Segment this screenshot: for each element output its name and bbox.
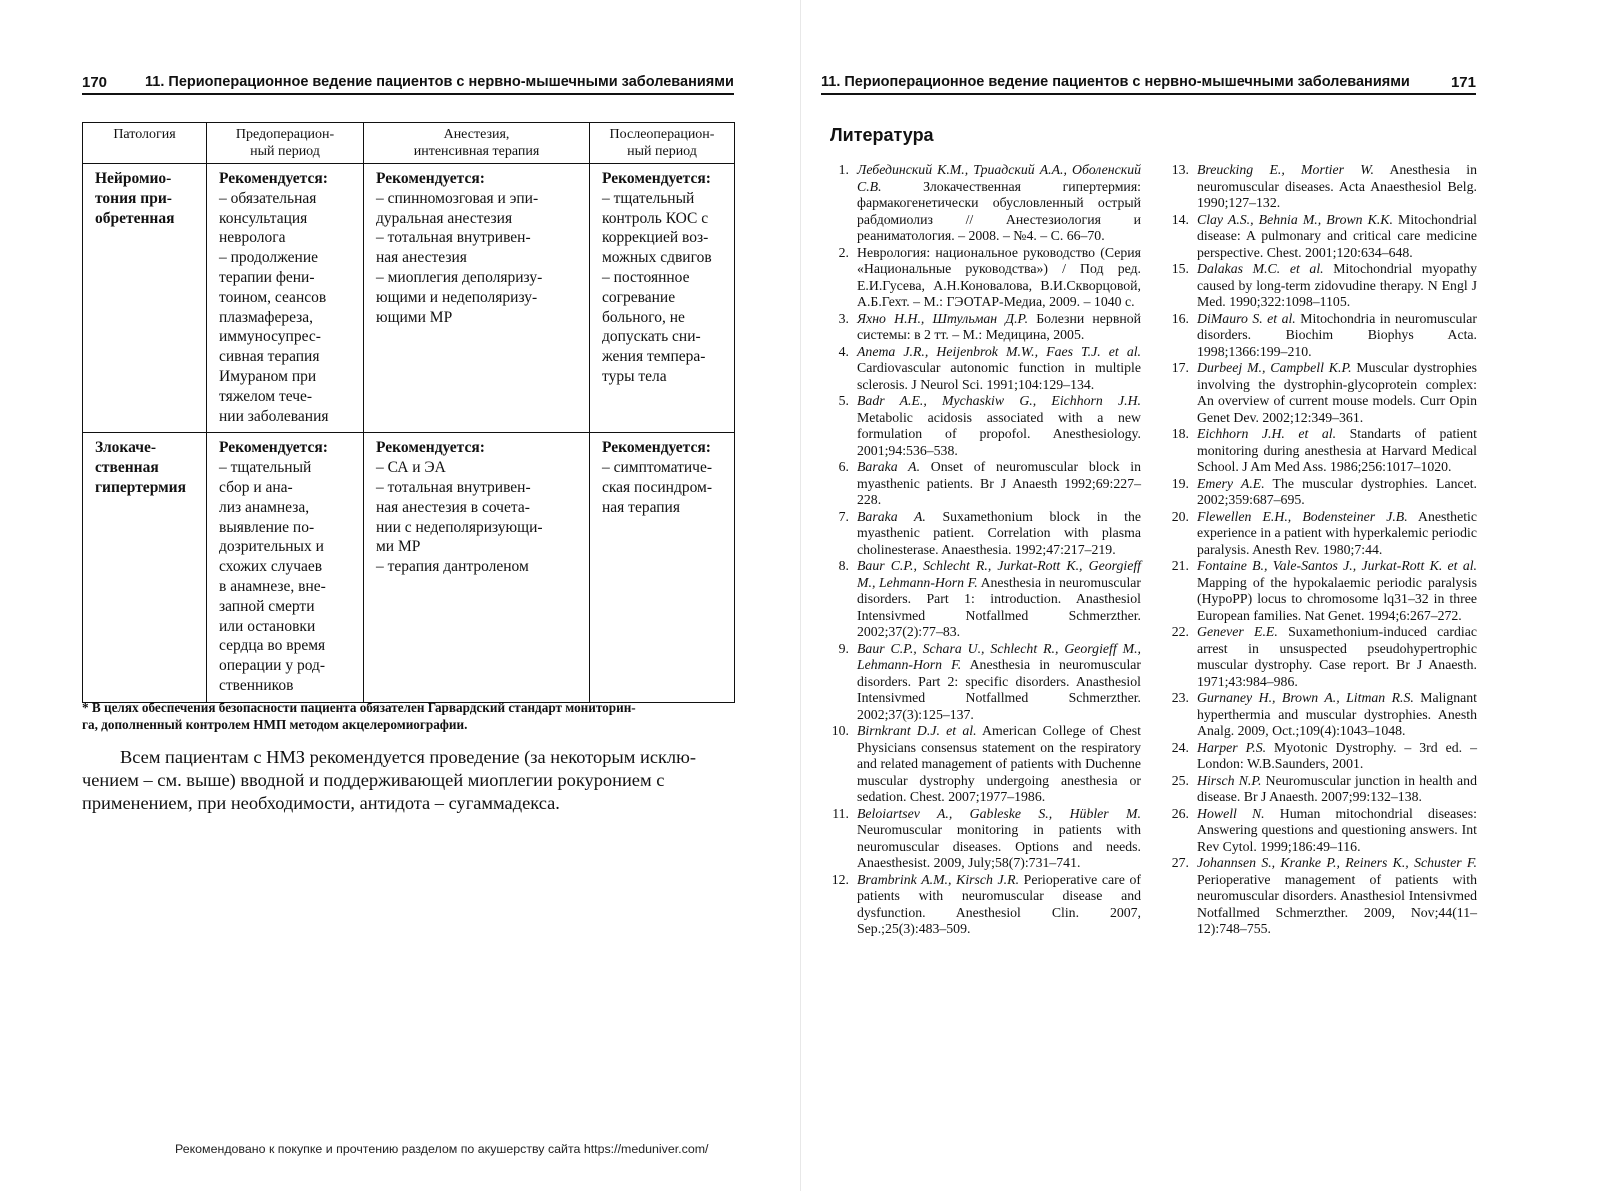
text-line: иммуносупрес- [219,328,321,346]
text-line: га, дополненный контролем НМП методом акцелеромиографии. [82,717,468,732]
reference-number: 13. [1171,162,1189,177]
cell-postop: Рекомендуется: – тщательный контроль КОС с коррекцией воз- можных сдвигов – постоянное согревание больного, не допускать сни- жения темпера- туры тела [590,164,735,433]
reference-text: Mapping of the hypokalaemic periodic paralysis (HypoPP) locus to chromosome lq31–32 in three European families. Nat Genet. 1994;6:267–272. [1197,574,1477,623]
reference-text: Suxamethonium-induced cardiac arrest in unsuspected pseudohypertrophic muscular dystrophy. Case report. Br J Anaesth. 1971;43:984–986. [1197,624,1477,689]
text-line: запной смерти [219,597,315,615]
reference-item [827,509,1141,559]
reference-item [1167,476,1477,509]
left-page [0,0,800,1191]
reference-number: 18. [1171,426,1189,441]
right-page [801,0,1601,1191]
text-line: Нейромио- [95,170,172,187]
reference-text: The muscular dystrophies. Lancet. 2002;359:687–695. [1197,475,1477,507]
reference-authors: Baur C.P., Schlecht R., Jurkat-Rott K., Georgieff M., Lehmann-Horn F. [857,558,1141,590]
text-line: можных сдвигов [602,249,712,267]
reference-text: Злокачественная гипертермия: фармакогенетически обусловленный острый рабдомиолиз // Анестезиология и реаниматология. – 2008. – №4. – С. 66–70. [857,178,1141,243]
reference-item [1167,162,1477,212]
reference-number: 6. [838,459,849,474]
table-row [83,433,735,702]
right-header-rule [821,93,1476,95]
text-line: Патология [113,127,176,142]
cell-preop: Рекомендуется: – тщательный сбор и ана- лиз анамнеза, выявление по- дозрительных и схожих случаев в анамнезе, вне- запной смерти или остановки сердца во время операции у род- ственников [207,433,364,702]
text-line: ми МР [376,538,421,556]
reference-authors: Gurnaney H., Brown A., Litman R.S. [1197,690,1414,705]
text-line: в анамнезе, вне- [219,577,326,595]
reference-authors: Anema J.R., Heijenbrok M.W., Faes T.J. et al. [857,343,1141,359]
cell-preop: Рекомендуется: – обязательная консультация невролога – продолжение терапии фени- тоином, сеансов плазмафереза, иммуносупрес- сивная терапия Имураном при тяжелом тече- нии заболевания [207,164,364,433]
reference-item [1167,360,1477,426]
reference-authors: Dalakas M.C. et al. [1197,261,1324,276]
text-line: – продолжение [219,249,318,267]
reference-number: 27. [1171,855,1189,870]
reference-item [1167,806,1477,856]
reference-text: Anesthesia in neuromuscular disorders. Part 1: introduction. Anasthesiol Intensivmed Notfallmed Schmerzther. 2002;37(2):77–83. [857,574,1142,639]
reference-item [1167,509,1477,559]
reference-text: Perioperative management of patients with neuromuscular disorders. Anasthesiol Intensivmed Notfallmed Schmerzther. 2009, Nov;44(11–12):748–755. [1197,871,1477,936]
reference-item [827,723,1141,806]
text-line: ная терапия [602,498,680,516]
reference-authors: Emery A.E. [1197,475,1265,491]
text-line: сердца во время [219,637,326,655]
reference-text: Anesthesia in neuromuscular diseases. Acta Anaesthesiol Belg. 1990;127–132. [1197,162,1477,210]
text-line: ская посиндром- [602,478,713,496]
reference-authors: Badr A.E., Mychaskiw G., Eichhorn J.H. [857,393,1141,408]
reference-authors: Beloiartsev A., Gableske S., Hübler M. [857,805,1141,821]
text-line: дуральная анестезия [376,209,513,227]
text-line: Злокаче- [95,439,157,457]
text-line: невролога [219,229,286,247]
reference-item [827,344,1141,394]
text-line: сбор и ана- [219,478,293,496]
text-line: согревание [602,288,676,306]
text-line: Предоперацион- [235,127,335,142]
text-line: операции у род- [219,657,326,675]
col-header-preop [207,123,364,164]
text-line: схожих случаев [219,558,323,576]
reference-number: 16. [1171,310,1189,326]
reference-item [827,393,1141,459]
text-line: гипертермия [95,478,186,496]
watermark-text: Рекомендовано к покупке и прочтению разделом по акушерству сайта https://meduniver.com/ [175,1142,709,1156]
reference-authors: Clay A.S., Behnia M., Brown K.K. [1197,211,1393,227]
text-line: ющими и недеполяризу- [376,288,538,306]
text-line: плазмафереза, [219,308,314,326]
text-line: лиз анамнеза, [219,498,310,516]
text-line: коррекцией воз- [602,229,709,247]
reference-text: Onset of neuromuscular block in myasthenic patients. Br J Anaesth 1992;69:227–228. [857,459,1141,507]
text-line: терапии фени- [219,268,315,286]
text-line: жения темпера- [602,348,706,366]
text-line: Анестезия, [443,127,510,142]
reference-number: 3. [838,310,849,326]
reference-item [827,558,1141,641]
reference-authors: Durbeej M., Campbell K.P. [1197,360,1352,375]
reference-authors: Harper P.S. [1197,739,1267,755]
text-line: – миоплегия деполяризу- [376,268,543,286]
text-line: туры тела [602,367,667,385]
reference-text: American College of Chest Physicians consensus statement on the respiratory and related management of patients with Duchenne muscular dystrophy undergoing anesthesia or sedation. Chest. 2007;1977–1986. [857,723,1141,804]
body-line: чением – см. выше) вводной и поддерживающей миоплегии рокуронием с [82,770,665,790]
reference-item [827,872,1141,938]
reference-number: 7. [838,508,849,524]
table-footnote [82,699,734,733]
reference-number: 2. [838,244,849,260]
text-line: – терапия дантроленом [376,558,529,576]
reference-text: Myotonic Dystrophy. – 3rd ed. – London: W.B.Saunders, 2001. [1197,739,1477,771]
text-line: обретенная [95,209,175,227]
reference-item [827,806,1141,872]
reference-item [1167,690,1477,740]
text-line: Имураном при [219,367,317,385]
text-line: нии заболевания [219,407,329,425]
reference-text: Mitochondria in neuromuscular disorders. Biochim Biophys Acta. 1998;1366:199–210. [1197,310,1477,359]
text-line: – тщательный [602,189,695,207]
reference-authors: DiMauro S. et al. [1197,310,1296,326]
body-paragraph [82,746,740,815]
text-line: ный период [627,144,697,159]
reference-number: 24. [1171,739,1189,755]
reference-text: Anesthesia in neuromuscular disorders. Part 2: specific disorders. Anasthesiol Intensivmed Notfallmed Schmerzther. 2002;37(3):125–137. [857,657,1141,722]
reference-item [1167,855,1477,938]
cell-pathology [83,164,207,433]
text-line: – спинномозговая и эпи- [376,189,539,207]
text-line: – обязательная [219,189,317,207]
reference-number: 15. [1171,261,1189,276]
references-column-2 [1167,162,1477,938]
right-running-head-title: 11. Периоперационное ведение пациентов с нервно-мышечными заболеваниями [821,74,1410,90]
text-line: больного, не [602,308,685,326]
reference-authors: Baraka A. [857,508,926,524]
reference-number: 26. [1171,805,1189,821]
reference-authors: Baraka A. [857,459,921,474]
reference-number: 9. [838,640,849,656]
text-line: – тотальная внутривен- [376,229,531,247]
reference-number: 14. [1171,211,1189,227]
left-running-head-title: 11. Периоперационное ведение пациентов с нервно-мышечными заболеваниями [145,74,734,90]
reference-text: Perioperative care of patients with neuromuscular disease and dysfunction. Anesthesiol Clin. 2007, Sep.;25(3):483–509. [857,871,1141,936]
table-header-row [83,123,735,164]
left-page-number: 170 [82,73,108,91]
text-line: – постоянное [602,268,690,286]
text-line: Послеоперацион- [609,127,715,142]
reference-number: 8. [838,558,849,573]
text-line: – симптоматиче- [602,459,713,477]
body-line: Всем пациентам с НМЗ рекомендуется проведение (за некоторым исклю- [120,747,696,767]
reference-item [1167,740,1477,773]
reference-authors: Flewellen E.H., Bodensteiner J.B. [1197,508,1408,524]
reference-number: 25. [1171,772,1189,788]
body-line: применением, при необходимости, антидота – сугаммадекса. [82,793,560,813]
section-title: Литература [830,125,934,145]
reference-item [827,162,1141,245]
reference-item [827,245,1141,311]
text-line: сивная терапия [219,348,320,366]
reference-text: Mitochondrial disease: A pulmonary and critical care medicine perspective. Chest. 2001;120:634–648. [1197,211,1477,260]
reference-number: 22. [1171,624,1189,639]
reference-number: 5. [838,393,849,408]
references-column-1 [827,162,1141,938]
reference-text: Болезни нервной системы: в 2 тт. – М.: Медицина, 2005. [857,310,1141,342]
perioperative-table [82,122,735,703]
text-line: дозрительных и [219,538,324,556]
cell-anesthesia: Рекомендуется: – спинномозговая и эпи- дуральная анестезия – тотальная внутривен- ная анестезия – миоплегия деполяризу- ющими и недеполяризу- ющими МР [364,164,590,433]
text-line: ная анестезия в сочета- [376,498,530,516]
text-line: выявление по- [219,518,315,536]
reference-item [1167,624,1477,690]
reference-text: Suxamethonium block in the myasthenic patient. Correlation with plasma cholinesterase. Anaesthesia. 1992;47:217–219. [857,508,1141,557]
cell-pathology [83,433,207,702]
reference-authors: Hirsch N.P. [1197,772,1262,788]
reference-number: 21. [1171,558,1189,573]
text-line: ная анестезия [376,249,467,267]
reference-number: 10. [831,723,849,738]
reference-authors: Johannsen S., Kranke P., Reiners K., Schuster F. [1197,855,1477,870]
text-line: консультация [219,209,308,227]
reference-item [1167,311,1477,361]
text-line: – СА и ЭА [376,459,446,477]
text-line: * В целях обеспечения безопасности пациента обязателен Гарвардский стандарт мониторин- [82,700,636,715]
text-line: – тотальная внутривен- [376,478,531,496]
reference-text: Anesthetic experience in a patient with hyperkalemic periodic paralysis. Anesth Rev. 1980;7:44. [1197,508,1477,557]
reference-item [1167,558,1477,624]
reference-item [1167,773,1477,806]
cell-postop: Рекомендуется: – симптоматиче- ская посиндром- ная терапия [590,433,735,702]
reference-authors: Brambrink A.M., Kirsch J.R. [857,871,1020,887]
reference-text: Mitochondrial myopathy caused by long-term zidovudine therapy. N Engl J Med. 1990;322:1098–1105. [1197,261,1477,309]
reference-text: Malignant hyperthermia and muscular dystrophies. Anesth Analg. 2009, Oct.;109(4):1043–1048. [1197,690,1477,738]
left-header-rule [82,93,734,95]
text-line: тяжелом тече- [219,387,313,405]
text-line: ственников [219,676,294,694]
reference-number: 17. [1171,360,1189,375]
reference-authors: Genever E.E. [1197,624,1278,639]
reference-item [1167,212,1477,262]
reference-text: Metabolic acidosis associated with a new formulation of propofol. Anesthesiology. 2001;94:536–538. [857,409,1141,458]
reference-text: Cardiovascular autonomic function in multiple sclerosis. J Neurol Sci. 1991;104:129–134. [857,360,1141,392]
reference-number: 4. [838,343,849,359]
reference-authors: Baur C.P., Schara U., Schlecht R., Georgieff M., Lehmann-Horn F. [857,640,1141,672]
reference-text: Неврология: национальное руководство (Серия «Национальные руководства») / Под ред. Е.И.Гусева, А.Н.Коновалова, В.И.Скворцовой, А.Б.Гехт. – М.: ГЭОТАР-Медиа, 2009. – 1040 с. [857,244,1141,309]
reference-number: 23. [1171,690,1189,705]
reference-text: Muscular dystrophies involving the dystrophin-glycoprotein complex: An overview of current mouse models. Curr Opin Genet Dev. 2002;12:349–361. [1197,360,1477,425]
text-line: интенсивная терапия [413,144,540,159]
cell-anesthesia: Рекомендуется: – СА и ЭА – тотальная внутривен- ная анестезия в сочета- нии с недеполяризующи- ми МР – терапия дантроленом [364,433,590,702]
reference-authors: Howell N. [1197,805,1265,821]
table-row [83,164,735,433]
reference-item [827,641,1141,724]
text-line: допускать сни- [602,328,701,346]
left-running-header [82,70,734,94]
text-line: ный период [250,144,320,159]
reference-authors: Яхно Н.Н., Штульман Д.Р. [857,310,1029,326]
reference-item [1167,261,1477,311]
reference-number: 11. [832,805,849,821]
text-line: тония при- [95,189,172,207]
text-line: или остановки [219,617,316,635]
reference-authors: Birnkrant D.J. et al. [857,723,977,738]
reference-authors: Fontaine B., Vale-Santos J., Jurkat-Rott K. et al. [1197,558,1477,573]
col-header-pathology [83,123,207,164]
reference-item [1167,426,1477,476]
reference-number: 19. [1171,475,1189,491]
reference-authors: Breucking E., Mortier W. [1197,162,1374,177]
text-line: ственная [95,459,159,477]
text-line: нии с недеполяризующи- [376,518,543,536]
right-page-number: 171 [1450,73,1476,91]
col-header-postop [590,123,735,164]
reference-authors: Лебединский К.М., Триадский А.А., Оболенский С.В. [857,162,1141,194]
reference-text: Neuromuscular junction in health and disease. Br J Anaesth. 2007;99:132–138. [1197,772,1477,804]
reference-item [827,311,1141,344]
reference-number: 20. [1171,508,1189,524]
reference-number: 1. [838,162,849,177]
col-header-anesthesia [364,123,590,164]
right-running-header [821,70,1476,94]
text-line: контроль КОС с [602,209,709,227]
text-line: ющими МР [376,308,453,326]
text-line: – тщательный [219,459,312,477]
text-line: тоином, сеансов [219,288,327,306]
reference-authors: Eichhorn J.H. et al. [1197,426,1337,441]
reference-text: Human mitochondrial diseases: Answering questions and questioning answers. Int Rev Cytol. 1999;186:49–116. [1197,805,1477,854]
reference-item [827,459,1141,509]
reference-text: Standarts of patient monitoring during anesthesia at Harvard Medical School. J Am Med Ass. 1986;256:1017–1020. [1197,426,1477,474]
reference-text: Neuromuscular monitoring in patients with neuromuscular diseases. Options and needs. Anaesthesist. 2009, July;58(7):731–741. [857,822,1141,870]
reference-number: 12. [831,871,849,887]
